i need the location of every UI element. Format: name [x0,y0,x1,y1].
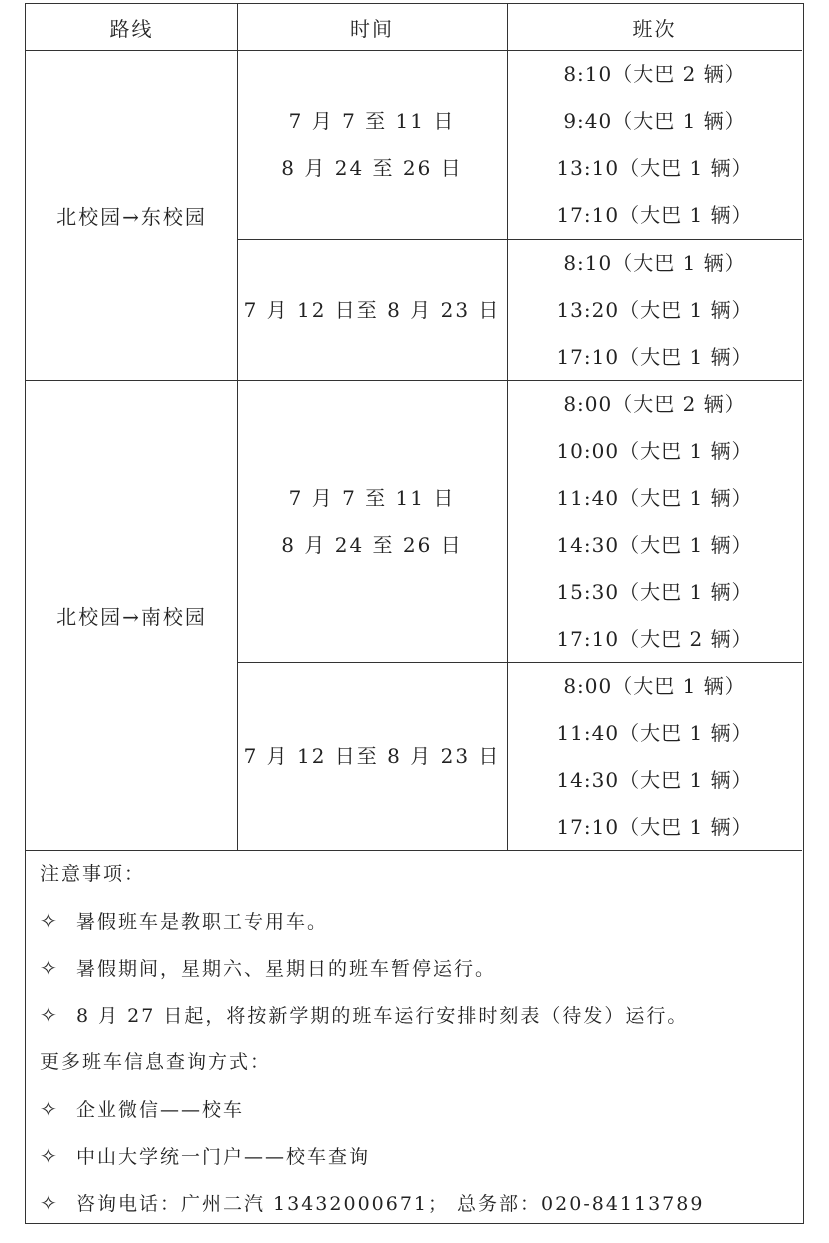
more-info-title: 更多班车信息查询方式： [40,1051,272,1073]
date-range [237,51,507,239]
contact-text: 咨询电话：广州二汽 13432000671； 总务部：020-84113789 [76,1193,705,1215]
trip-item: 11:40（大巴 1 辆） [556,720,753,745]
route-name: 北校园→南校园 [56,605,207,629]
note-item [40,945,790,992]
diamond-star-icon: ✧ [40,1144,59,1168]
date-line: 7 月 7 至 11 日 [288,485,456,510]
header-route: 路线 [109,16,154,41]
trip-item: 8:00（大巴 1 辆） [563,673,746,698]
notes-title: 注意事项： [40,863,146,885]
trip-list [507,381,802,662]
trip-item: 8:10（大巴 2 辆） [563,62,746,86]
info-text: 中山大学统一门户——校车查询 [76,1146,371,1168]
date-line: 7 月 12 日至 8 月 23 日 [243,297,501,322]
date-line: 7 月 7 至 11 日 [288,109,456,133]
trip-item: 10:00（大巴 1 辆） [556,438,753,463]
trip-item: 17:10（大巴 1 辆） [556,344,753,369]
header-trips: 班次 [632,16,677,41]
date-range [237,240,507,380]
trip-item: 15:30（大巴 1 辆） [556,579,753,604]
note-item [40,898,790,945]
date-range [237,381,507,662]
diamond-star-icon: ✧ [40,1003,59,1027]
trip-item: 14:30（大巴 1 辆） [556,767,753,792]
info-item [40,1133,790,1180]
trip-item: 8:10（大巴 1 辆） [563,250,746,275]
note-text: 暑假班车是教职工专用车。 [76,911,329,933]
trip-item: 17:10（大巴 1 辆） [556,814,753,839]
diamond-star-icon: ✧ [40,1097,59,1121]
trip-item: 13:10（大巴 1 辆） [556,156,753,180]
date-range [237,663,507,850]
trip-item: 17:10（大巴 1 辆） [556,203,753,227]
trip-list [507,663,802,850]
date-line: 8 月 24 至 26 日 [281,532,463,557]
diamond-star-icon: ✧ [40,956,59,980]
route-name: 北校园→东校园 [56,205,207,229]
date-line: 7 月 12 日至 8 月 23 日 [243,744,501,768]
note-item [40,992,790,1039]
bus-schedule-table [25,3,804,1224]
trip-item: 13:20（大巴 1 辆） [556,297,753,322]
trip-item: 9:40（大巴 1 辆） [563,109,746,133]
date-line: 8 月 24 至 26 日 [281,156,463,180]
notes-section [40,851,790,1227]
trip-item: 14:30（大巴 1 辆） [556,532,753,557]
trip-list [507,240,802,380]
header-time: 时间 [350,16,394,41]
trip-item: 8:00（大巴 2 辆） [563,391,746,416]
note-text: 暑假期间，星期六、星期日的班车暂停运行。 [76,958,497,980]
diamond-star-icon: ✧ [40,1191,59,1215]
info-item [40,1180,790,1227]
trip-item: 17:10（大巴 2 辆） [556,626,753,651]
trip-list [507,51,802,239]
info-text: 企业微信——校车 [76,1099,245,1121]
trip-item: 11:40（大巴 1 辆） [556,485,753,510]
note-text: 8 月 27 日起，将按新学期的班车运行安排时刻表（待发）运行。 [76,1005,689,1027]
diamond-star-icon: ✧ [40,909,59,933]
info-item [40,1086,790,1133]
